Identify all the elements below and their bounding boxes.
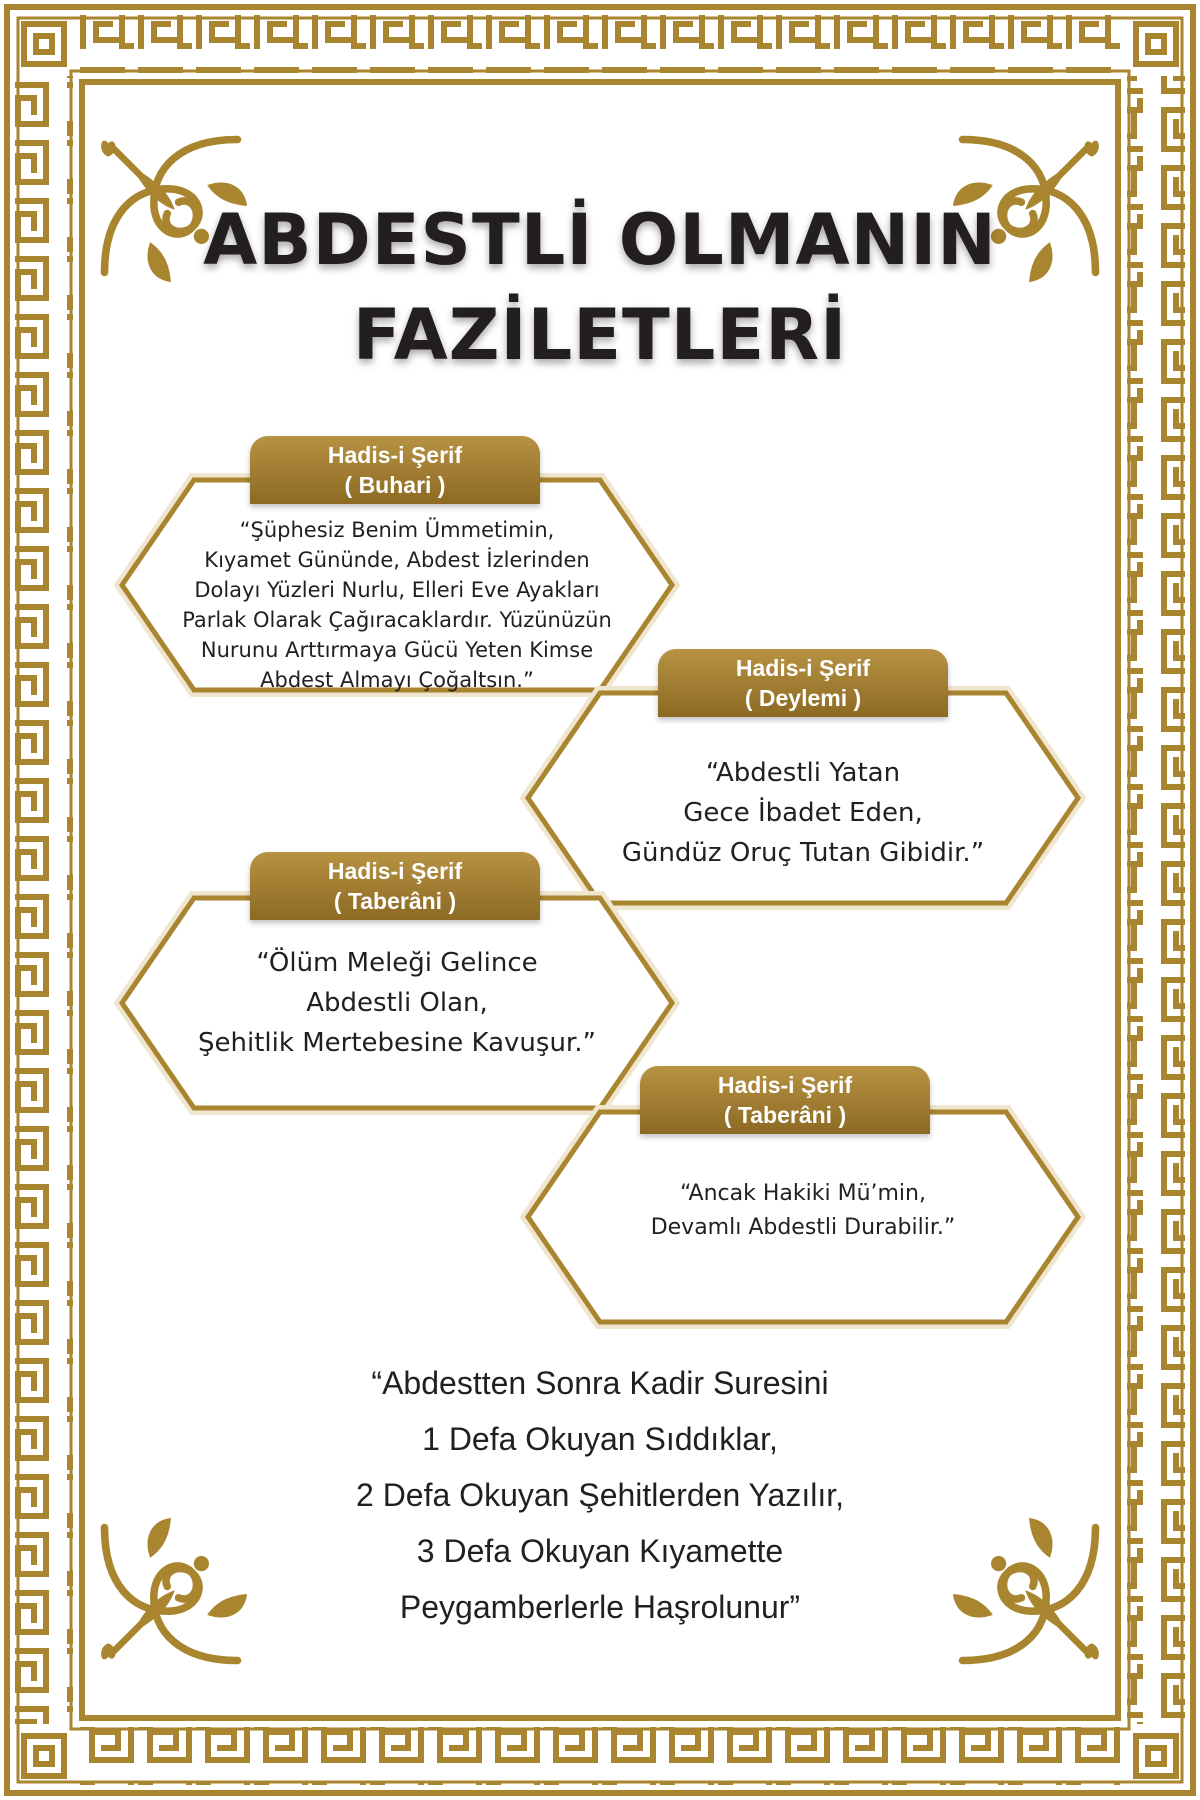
hadith-card-taberani-2 — [518, 1072, 1088, 1332]
hadith-card-taberani-1 — [112, 858, 682, 1118]
source-tab-title: Hadis-i Şerif — [735, 655, 871, 681]
quote-line: Şehitlik Mertebesine Kavuşur.” — [198, 1028, 596, 1058]
closing-line: “Abdestten Sonra Kadir Suresini — [371, 1365, 829, 1401]
hadith-quote — [132, 515, 662, 695]
source-tab — [640, 1066, 930, 1134]
source-tab-title: Hadis-i Şerif — [327, 442, 463, 468]
hadith-quote — [548, 753, 1058, 873]
quote-line: Abdest Almayı Çoğaltsın.” — [260, 668, 534, 692]
source-tab-source: ( Taberâni ) — [333, 888, 457, 914]
quote-line: Parlak Olarak Çağıracaklardır. Yüzünüzün — [182, 608, 612, 632]
quote-line: “Ancak Hakiki Mü’min, — [680, 1181, 926, 1206]
closing-quote — [200, 1355, 1000, 1635]
source-tab-source: ( Taberâni ) — [723, 1102, 847, 1128]
closing-line: 2 Defa Okuyan Şehitlerden Yazılır, — [356, 1477, 844, 1513]
source-tab-title: Hadis-i Şerif — [327, 858, 463, 884]
quote-line: “Abdestli Yatan — [705, 758, 901, 788]
source-tab — [250, 852, 540, 920]
hadith-quote — [548, 1177, 1058, 1245]
source-tab — [250, 436, 540, 504]
source-tab — [658, 649, 948, 717]
quote-line: Abdestli Olan, — [306, 988, 488, 1018]
page-title-line-1: ABDESTLİ OLMANIN — [203, 199, 997, 281]
closing-line: 1 Defa Okuyan Sıddıklar, — [422, 1421, 778, 1457]
quote-line: Gündüz Oruç Tutan Gibidir.” — [621, 838, 985, 868]
source-tab-source: ( Buhari ) — [344, 472, 446, 498]
page-title-line-2: FAZİLETLERİ — [352, 294, 848, 376]
quote-line: “Ölüm Meleği Gelince — [256, 948, 538, 978]
source-tab-title: Hadis-i Şerif — [717, 1072, 853, 1098]
hadith-card-buhari — [112, 442, 682, 700]
quote-line: “Şüphesiz Benim Ümmetimin, — [239, 518, 555, 542]
closing-line: Peygamberlerle Haşrolunur” — [399, 1589, 801, 1625]
quote-line: Nurunu Arttırmaya Gücü Yeten Kimse — [200, 638, 594, 662]
quote-line: Dolayı Yüzleri Nurlu, Elleri Eve Ayakları — [194, 578, 600, 602]
hadith-card-deylemi — [518, 655, 1088, 913]
hadith-quote — [142, 943, 652, 1063]
closing-line: 3 Defa Okuyan Kıyamette — [416, 1533, 784, 1569]
quote-line: Kıyamet Gününde, Abdest İzlerinden — [204, 548, 590, 572]
source-tab-source: ( Deylemi ) — [744, 685, 862, 711]
quote-line: Gece İbadet Eden, — [683, 798, 923, 828]
quote-line: Devamlı Abdestli Durabilir.” — [650, 1215, 956, 1240]
